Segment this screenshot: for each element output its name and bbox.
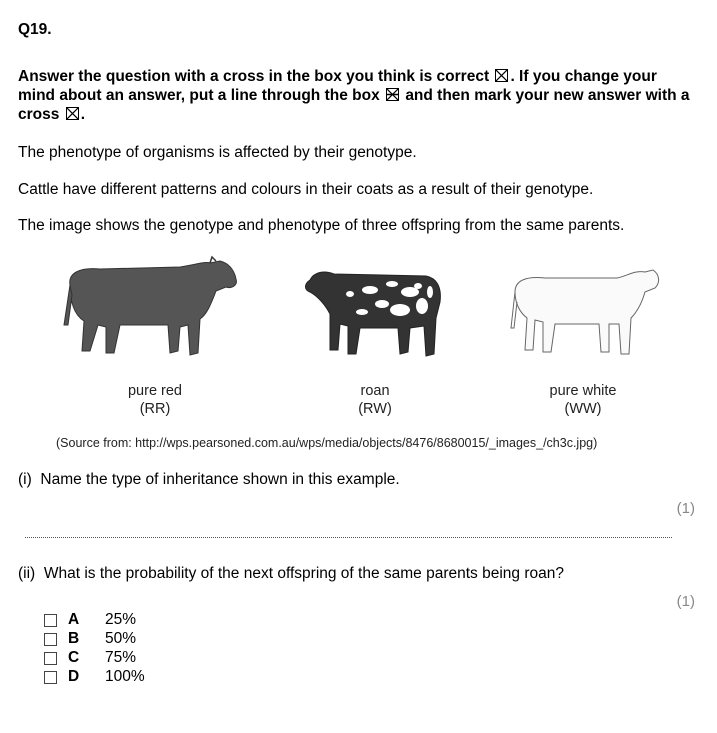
image-source: (Source from: http://wps.pearsoned.com.au/wps/media/objects/8476/8680015/_images_/ch3c.jpg) [56,436,598,450]
option-a-value: 25% [105,611,137,628]
caption-red [100,382,210,418]
caption-white [528,382,638,418]
checkbox-b[interactable] [44,633,57,646]
part-ii-marks: (1) [676,593,695,610]
caption-roan-genotype: (RW) [358,401,392,417]
option-c-letter: C [68,649,80,666]
instructions-part2: . If you change your mind about an answer, put a line through the box [18,68,657,104]
option-d-letter: D [68,668,80,685]
caption-roan [325,382,425,418]
answer-line[interactable] [25,537,672,538]
part-ii-text: What is the probability of the next offspring of the same parents being roan? [43,565,564,582]
paragraph-phenotype: The phenotype of organisms is affected by their genotype. [18,144,417,161]
red-cow-illustration [60,255,240,370]
option-c-value: 75% [105,649,137,666]
paragraph-cattle: Cattle have different patterns and colours in their coats as a result of their genotype. [18,181,594,198]
instructions-part1: Answer the question with a cross in the box you think is correct [18,68,490,85]
question-number: Q19. [18,21,52,38]
caption-roan-phenotype: roan [360,383,390,399]
checkbox-a[interactable] [44,614,57,627]
white-cow-illustration [505,262,665,367]
checkbox-d[interactable] [44,671,57,684]
part-ii-label: (ii) [18,565,36,582]
part-i-question [18,471,400,489]
part-ii-question [18,565,564,583]
option-d-value: 100% [105,668,145,685]
option-a-letter: A [68,611,80,628]
caption-red-phenotype: pure red [127,383,182,399]
roan-cow-illustration [300,262,450,367]
option-b-letter: B [68,630,80,647]
caption-white-genotype: (WW) [564,401,602,417]
option-b-value: 50% [105,630,137,647]
caption-white-phenotype: pure white [549,383,617,399]
crossed-box-icon [495,69,508,82]
crossed-box-icon [66,107,79,120]
paragraph-image: The image shows the genotype and phenotype of three offspring from the same parents. [18,217,625,234]
instructions-part3: and then mark your new answer with a cross [18,87,690,123]
checkbox-c[interactable] [44,652,57,665]
struck-box-icon [386,88,399,101]
instructions-part4: . [80,106,85,123]
part-i-label: (i) [18,471,32,488]
part-i-text: Name the type of inheritance shown in this example. [40,471,400,488]
caption-red-genotype: (RR) [139,401,171,417]
instructions [18,67,698,124]
part-i-marks: (1) [676,500,695,517]
